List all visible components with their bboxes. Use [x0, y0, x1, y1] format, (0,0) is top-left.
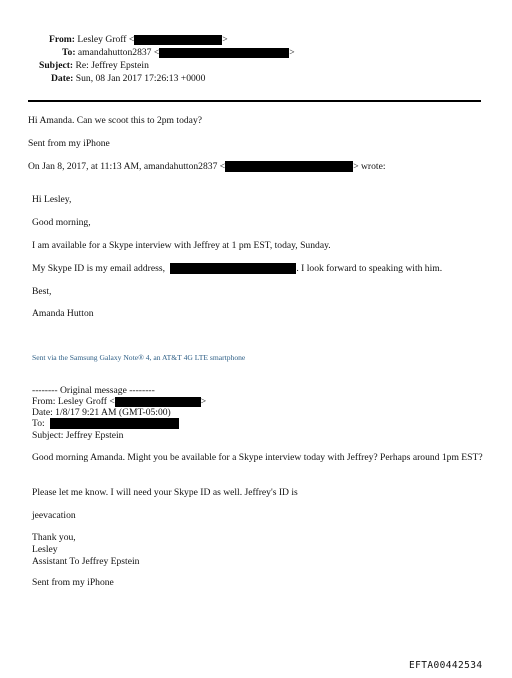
quote-intro-text: On Jan 8, 2017, at 11:13 AM, amandahutton2837 < — [28, 161, 226, 172]
to-close: > — [289, 47, 295, 58]
original-date: Date: 1/8/17 9:21 AM (GMT-05:00) — [32, 407, 171, 418]
redaction-block — [170, 263, 296, 274]
document-id: EFTA00442534 — [409, 660, 483, 671]
original-sent: Sent from my iPhone — [32, 577, 114, 588]
date-value: Sun, 08 Jan 2017 17:26:13 +0000 — [75, 73, 206, 84]
subject-label: Subject: — [39, 60, 74, 71]
from-value: Lesley Groff < — [77, 34, 135, 45]
header-to-row — [62, 47, 295, 58]
header-subject-row — [39, 60, 149, 71]
device-signature: Sent via the Samsung Galaxy Note® 4, an AT&T 4G LTE smartphone — [32, 353, 246, 362]
subject-value: Re: Jeffrey Epstein — [75, 60, 149, 71]
quoted-skype-line — [32, 263, 442, 274]
original-to-label: To: — [32, 418, 45, 429]
original-from — [32, 396, 206, 407]
original-subject: Subject: Jeffrey Epstein — [32, 430, 124, 441]
original-from-close: > — [200, 396, 207, 407]
quoted-name: Amanda Hutton — [32, 308, 94, 319]
redaction-block — [134, 35, 222, 45]
skype-post: . I look forward to speaking with him. — [296, 263, 443, 274]
original-thanks: Thank you, — [32, 532, 76, 543]
quote-intro-end: > wrote: — [353, 161, 386, 172]
quoted-availability: I am available for a Skype interview with Jeffrey at 1 pm EST, today, Sunday. — [32, 240, 331, 251]
header-divider — [28, 100, 481, 102]
header-from-row — [49, 34, 228, 45]
skype-pre: My Skype ID is my email address, — [32, 263, 165, 274]
original-id: jeevacation — [32, 510, 76, 521]
from-close: > — [222, 34, 228, 45]
original-para1: Good morning Amanda. Might you be available for a Skype interview today with Jeffrey? Perhaps around 1pm EST? — [32, 452, 483, 463]
original-from-text: From: Lesley Groff < — [32, 396, 115, 407]
original-separator: -------- Original message -------- — [32, 385, 155, 396]
reply-line: Hi Amanda. Can we scoot this to 2pm today? — [28, 115, 202, 126]
from-label: From: — [49, 34, 75, 45]
redaction-block — [225, 161, 353, 172]
original-sender: Lesley — [32, 544, 58, 555]
quote-intro — [28, 161, 386, 172]
to-label: To: — [62, 47, 76, 58]
date-label: Date: — [51, 73, 74, 84]
redaction-block — [159, 48, 289, 58]
quoted-closing: Best, — [32, 286, 52, 297]
original-to — [32, 418, 179, 429]
quoted-morning: Good morning, — [32, 217, 91, 228]
redaction-block — [50, 418, 179, 429]
header-date-row — [51, 73, 205, 84]
to-value: amandahutton2837 < — [77, 47, 160, 58]
original-para2: Please let me know. I will need your Skype ID as well. Jeffrey's ID is — [32, 487, 298, 498]
redaction-block — [115, 397, 201, 407]
original-title: Assistant To Jeffrey Epstein — [32, 556, 140, 567]
quoted-greeting: Hi Lesley, — [32, 194, 72, 205]
reply-signature: Sent from my iPhone — [28, 138, 110, 149]
